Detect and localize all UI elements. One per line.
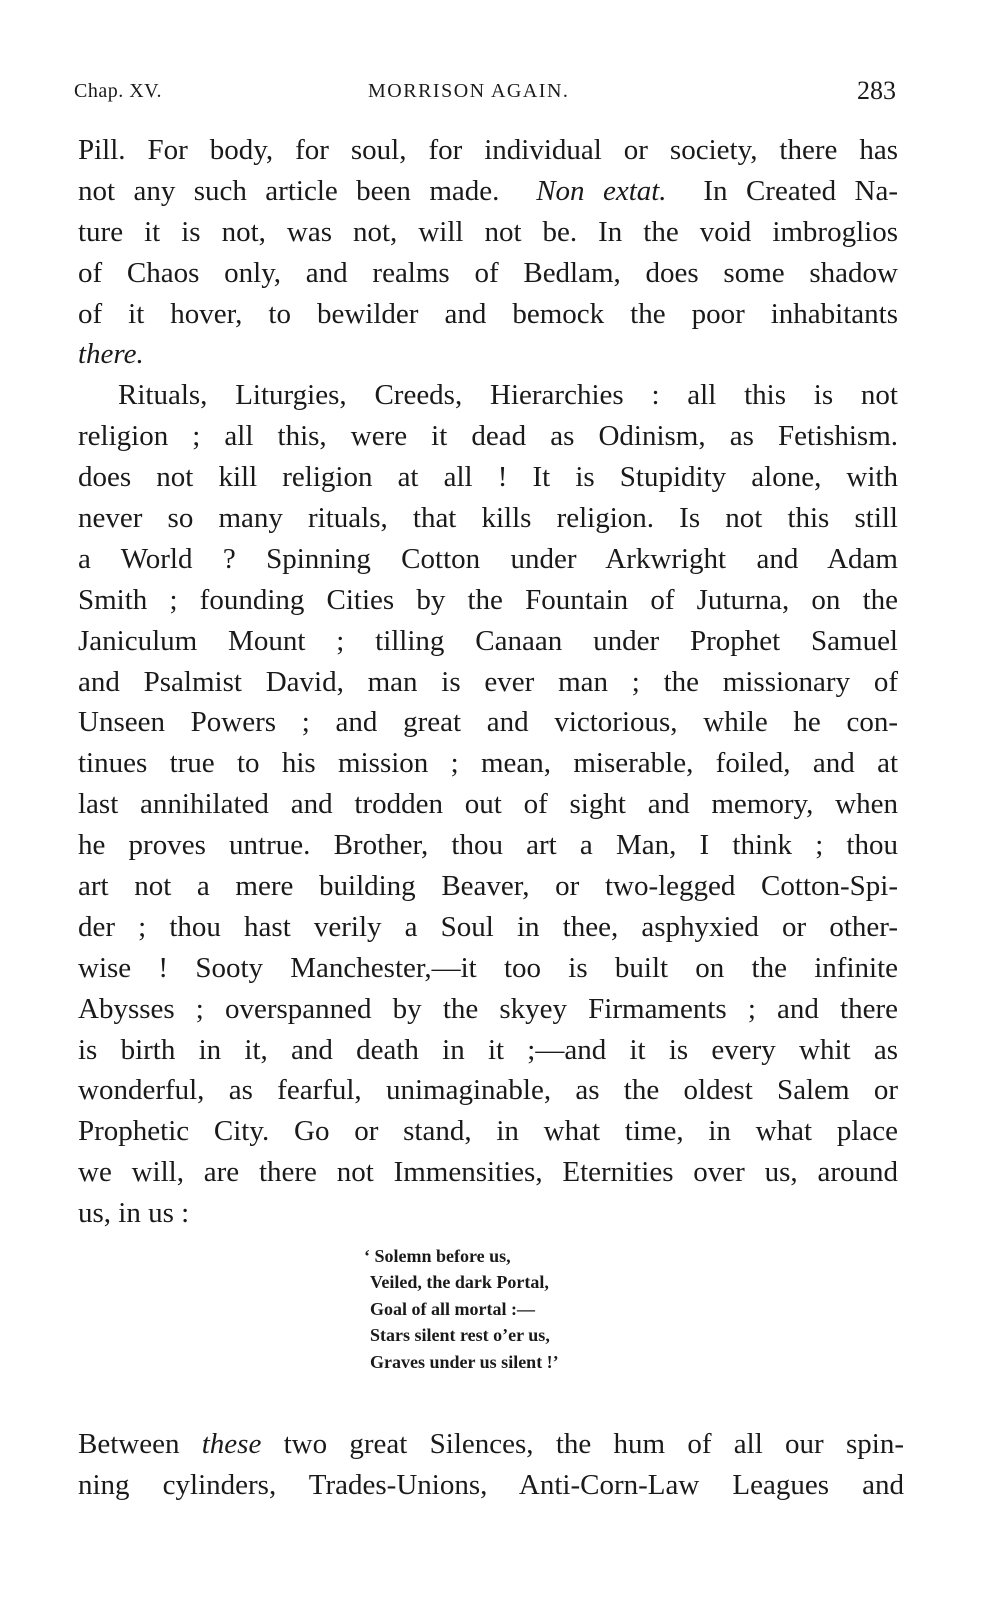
text-line: never so many rituals, that kills religion. Is not this still [78, 502, 898, 535]
text-line: Abysses ; overspanned by the skyey Firmaments ; and there [78, 992, 898, 1025]
text-fragment: Between [78, 1428, 180, 1460]
text-line: and Psalmist David, man is ever man ; the missionary of [78, 665, 898, 698]
text-line: he proves untrue. Brother, thou art a Man, I think ; thou [78, 829, 898, 862]
text-line: wonderful, as fearful, unimaginable, as the oldest Salem or [78, 1074, 898, 1107]
text-fragment: two great Silences, the hum of all our spin- [283, 1428, 904, 1460]
text-line: ning cylinders, Trades-Unions, Anti-Corn-Law Leagues and [78, 1468, 904, 1501]
italic-phrase: Non extat. [536, 174, 667, 207]
text-fragment: In Created Na- [703, 174, 899, 207]
verse-line: Stars silent rest o’er us, [370, 1325, 550, 1346]
text-line: does not kill religion at all ! It is Stupidity alone, with [78, 461, 898, 494]
text-line: we will, are there not Immensities, Eternities over us, around [78, 1156, 898, 1189]
italic-word: these [201, 1428, 262, 1460]
text-line [78, 1424, 904, 1465]
verse-line: Veiled, the dark Portal, [370, 1272, 549, 1293]
text-line [78, 171, 898, 212]
closing-text [78, 1424, 904, 1506]
text-line: tinues true to his mission ; mean, miserable, foiled, and at [78, 747, 898, 780]
text-line: Janiculum Mount ; tilling Canaan under Prophet Samuel [78, 624, 898, 657]
text-line: is birth in it, and death in it ;—and it is every whit as [78, 1033, 898, 1066]
text-line: of Chaos only, and realms of Bedlam, does some shadow [78, 256, 898, 289]
verse-quotation [364, 1243, 690, 1375]
text-line: of it hover, to bewilder and bemock the poor inhabitants [78, 297, 898, 330]
text-line: Pill. For body, for soul, for individual or society, there has [78, 134, 898, 166]
text-line: der ; thou hast verily a Soul in thee, asphyxied or other- [78, 910, 898, 943]
text-line: ture it is not, was not, will not be. In the void imbroglios [78, 215, 898, 248]
text-fragment: not any such article been made. [78, 174, 500, 207]
text-line: wise ! Sooty Manchester,—it too is built on the infinite [78, 951, 898, 984]
text-line: art not a mere building Beaver, or two-legged Cotton-Spi- [78, 870, 898, 903]
text-line: Prophetic City. Go or stand, in what time, in what place [78, 1115, 898, 1148]
page-number: 283 [857, 76, 896, 105]
chapter-label: Chap. XV. [74, 80, 163, 102]
text-line: us, in us : [78, 1197, 190, 1230]
verse-line: ‘ Solemn before us, [364, 1246, 511, 1266]
text-line: Unseen Powers ; and great and victorious, while he con- [78, 706, 898, 739]
running-title: MORRISON AGAIN. [368, 80, 570, 102]
text-line: Smith ; founding Cities by the Fountain of Juturna, on the [78, 583, 898, 616]
body-text [78, 130, 898, 1234]
text-line: last annihilated and trodden out of sight and memory, when [78, 788, 898, 821]
text-line: there. [78, 338, 144, 371]
text-line: a World ? Spinning Cotton under Arkwright and Adam [78, 542, 898, 575]
verse-line: Goal of all mortal :— [370, 1298, 535, 1319]
text-line: religion ; all this, were it dead as Odinism, as Fetishism. [78, 420, 898, 453]
verse-line: Graves under us silent !’ [370, 1351, 559, 1372]
running-head [74, 76, 896, 112]
text-line: Rituals, Liturgies, Creeds, Hierarchies : all this is not [118, 379, 898, 412]
